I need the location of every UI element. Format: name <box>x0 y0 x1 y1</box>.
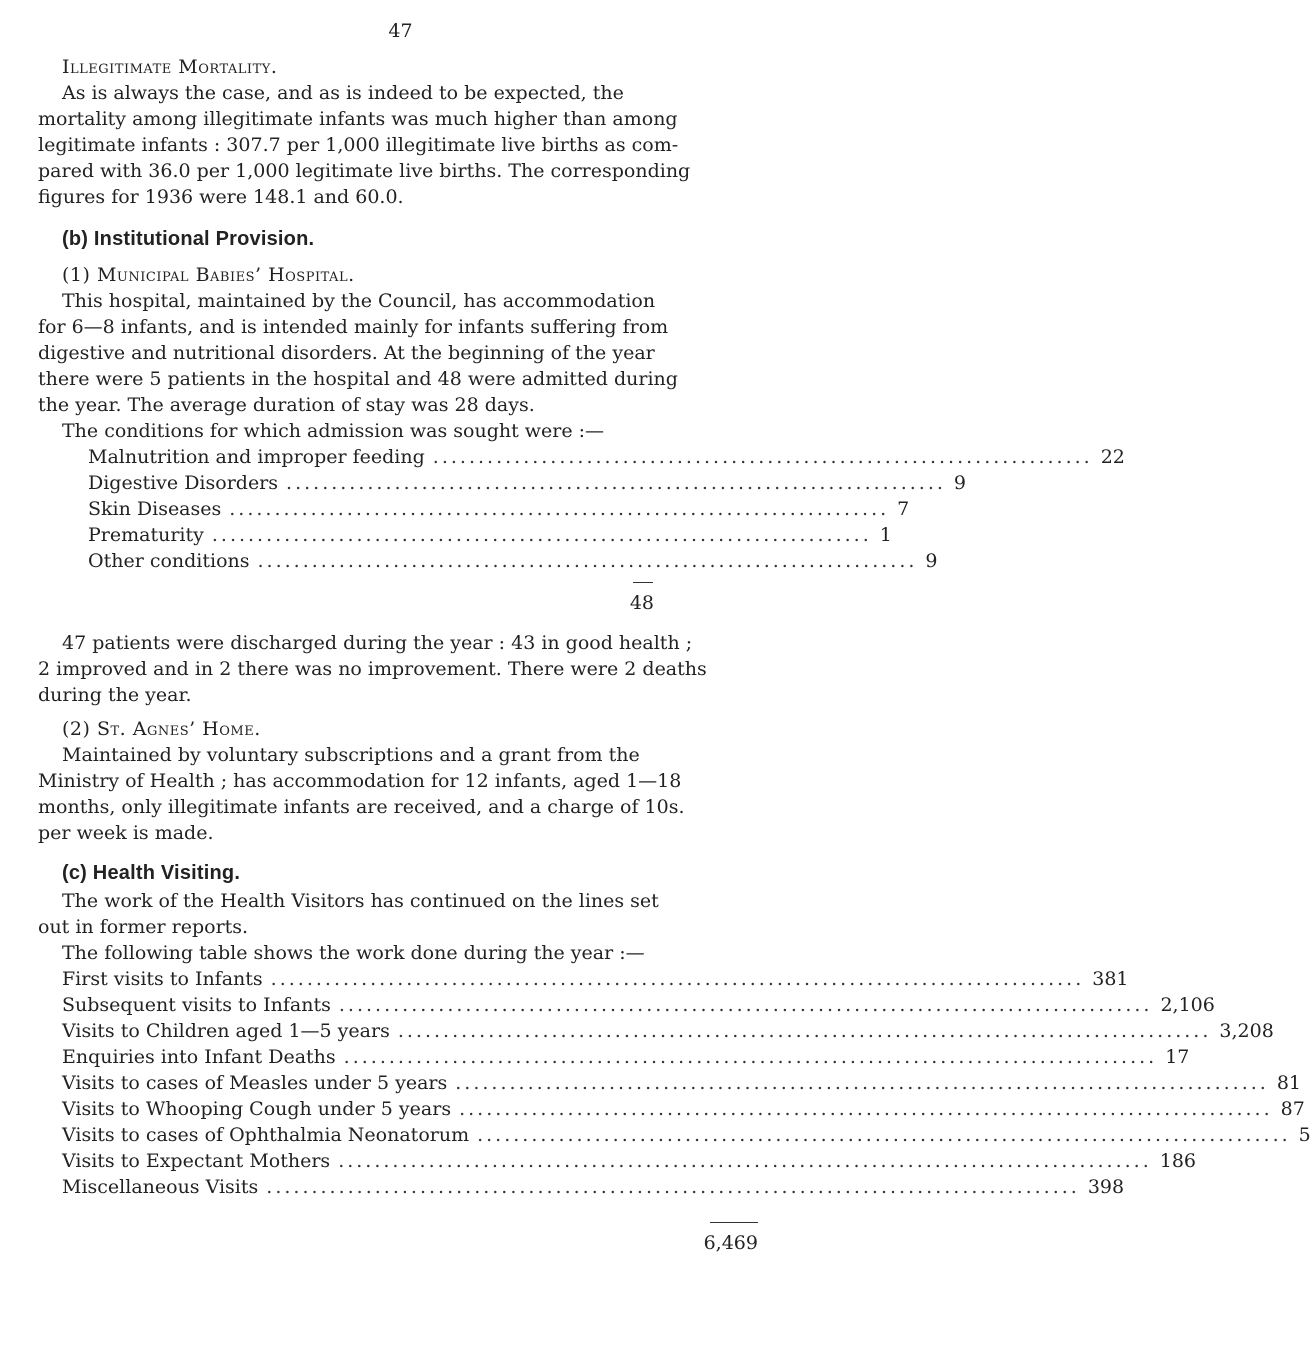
leader-dots: .......................................................................................... <box>459 1098 1273 1120</box>
row-label: Visits to Whooping Cough under 5 years <box>62 1098 452 1120</box>
row-label: Other conditions <box>88 550 250 572</box>
row-value: 7 <box>897 498 910 520</box>
row-label: Malnutrition and improper feeding <box>88 446 425 468</box>
row-value: 5 <box>1298 1124 1311 1146</box>
row-label: Visits to Expectant Mothers <box>62 1150 331 1172</box>
row-label: Enquiries into Infant Deaths <box>62 1046 336 1068</box>
section-heading-health-visiting: (c) Health Visiting. <box>62 862 241 884</box>
row-label: Visits to Children aged 1—5 years <box>62 1020 390 1042</box>
leader-dots: .......................................................................................... <box>477 1124 1291 1146</box>
row-label: Subsequent visits to Infants <box>62 994 331 1016</box>
table-row <box>62 1176 1125 1202</box>
leader-dots: .......................................................................................... <box>397 1020 1212 1042</box>
section-heading-institutional-provision: (b) Institutional Provision. <box>62 228 315 250</box>
row-label: Skin Diseases <box>88 498 222 520</box>
row-label: Digestive Disorders <box>88 472 279 494</box>
table-row <box>88 472 967 498</box>
total-rule <box>710 1222 758 1223</box>
row-value: 9 <box>953 472 967 494</box>
total-rule <box>633 582 653 583</box>
row-label: Visits to cases of Ophthalmia Neonatorum <box>62 1124 470 1146</box>
paragraph-line: legitimate infants : 307.7 per 1,000 illegitimate live births as com- <box>38 134 679 156</box>
section-heading-illegitimate-mortality: Illegitimate Mortality. <box>62 56 278 78</box>
leader-dots: .......................................................................................... <box>338 1150 1152 1172</box>
paragraph-line: the year. The average duration of stay was 28 days. <box>38 394 535 416</box>
page-number: 47 <box>388 20 413 42</box>
table-row <box>62 1098 1305 1124</box>
row-label: First visits to Infants <box>62 968 263 990</box>
row-value: 381 <box>1092 968 1129 990</box>
paragraph-line: per week is made. <box>38 822 214 844</box>
paragraph-line: there were 5 patients in the hospital and 48 were admitted during <box>38 368 678 390</box>
subsection-heading-st-agnes-home: (2) St. Agnes’ Home. <box>62 718 261 740</box>
row-value: 2,106 <box>1160 994 1215 1016</box>
subsection-heading-babies-hospital: (1) Municipal Babies’ Hospital. <box>62 264 355 286</box>
paragraph-line: Maintained by voluntary subscriptions and a grant from the <box>62 744 640 766</box>
leader-dots: .......................................................................................... <box>266 1176 1080 1198</box>
table-row <box>88 524 892 550</box>
paragraph-line: pared with 36.0 per 1,000 legitimate live births. The corresponding <box>38 160 691 182</box>
paragraph-line: 2 improved and in 2 there was no improvement. There were 2 deaths <box>38 658 707 680</box>
leader-dots: ......................................................................... <box>229 498 890 520</box>
paragraph-line: figures for 1936 were 148.1 and 60.0. <box>38 186 404 208</box>
table-row <box>62 1072 1302 1098</box>
row-value: 81 <box>1276 1072 1302 1094</box>
paragraph-line: for 6—8 infants, and is intended mainly for infants suffering from <box>38 316 669 338</box>
paragraph-line: Ministry of Health ; has accommodation for 12 infants, aged 1—18 <box>38 770 682 792</box>
leader-dots: .......................................................................................... <box>338 994 1153 1016</box>
paragraph-line: months, only illegitimate infants are received, and a charge of 10s. <box>38 796 685 818</box>
row-value: 398 <box>1087 1176 1125 1198</box>
table-row <box>62 968 1129 994</box>
paragraph-line: digestive and nutritional disorders. At the beginning of the year <box>38 342 655 364</box>
paragraph-line: 47 patients were discharged during the year : 43 in good health ; <box>62 632 693 654</box>
row-value: 17 <box>1165 1046 1190 1068</box>
paragraph-line: The following table shows the work done during the year :— <box>62 942 645 964</box>
visits-total: 6,469 <box>703 1232 758 1254</box>
row-value: 87 <box>1280 1098 1305 1120</box>
table-row <box>88 550 938 576</box>
paragraph-line: As is always the case, and as is indeed to be expected, the <box>62 82 624 104</box>
row-value: 186 <box>1159 1150 1197 1172</box>
leader-dots: ......................................................................... <box>432 446 1093 468</box>
table-row <box>62 1020 1274 1046</box>
row-value: 22 <box>1100 446 1125 468</box>
table-row <box>62 1124 1311 1150</box>
paragraph-line: during the year. <box>38 684 192 706</box>
table-row <box>62 994 1215 1020</box>
leader-dots: ......................................................................... <box>211 524 872 546</box>
leader-dots: .......................................................................................... <box>343 1046 1158 1068</box>
table-row <box>88 498 910 524</box>
paragraph-line: The conditions for which admission was sought were :— <box>62 420 605 442</box>
row-value: 3,208 <box>1219 1020 1274 1042</box>
leader-dots: .......................................................................................... <box>270 968 1085 990</box>
row-label: Prematurity <box>88 524 204 546</box>
paragraph-line: The work of the Health Visitors has continued on the lines set <box>62 890 659 912</box>
table-row <box>88 446 1125 472</box>
row-value: 1 <box>879 524 892 546</box>
table-row <box>62 1150 1197 1176</box>
row-value: 9 <box>925 550 938 572</box>
row-label: Miscellaneous Visits <box>62 1176 259 1198</box>
conditions-total: 48 <box>629 592 654 614</box>
paragraph-line: This hospital, maintained by the Council, has accommodation <box>62 290 656 312</box>
row-label: Visits to cases of Measles under 5 years <box>62 1072 448 1094</box>
paragraph-line: mortality among illegitimate infants was much higher than among <box>38 108 678 130</box>
leader-dots: .......................................................................................... <box>455 1072 1269 1094</box>
leader-dots: ......................................................................... <box>286 472 946 494</box>
paragraph-line: out in former reports. <box>38 916 249 938</box>
table-row <box>62 1046 1190 1072</box>
leader-dots: ......................................................................... <box>257 550 918 572</box>
